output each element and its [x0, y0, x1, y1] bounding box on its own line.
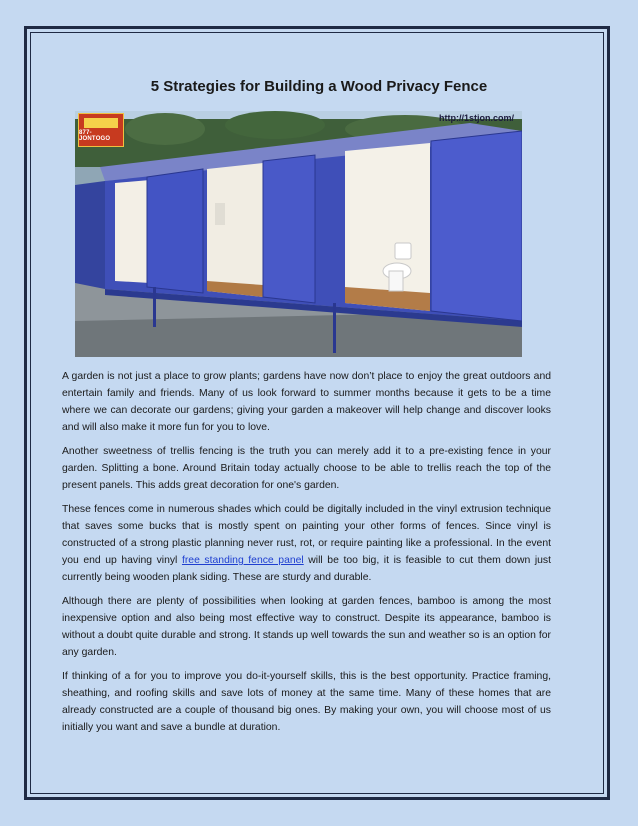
- paragraph-4: Although there are plenty of possibilities when looking at garden fences, bamboo is among the most inexpensive option and also being most effective way to construct. Despite its appearance, bamboo is without a doubt quite durable and strong. It stands up well towards the sun and weather so is an option for any garden.: [62, 596, 551, 658]
- portable-toilet-photo: [75, 111, 522, 357]
- company-logo: [78, 113, 124, 147]
- article-body: [62, 368, 551, 743]
- photo-illustration: [75, 111, 522, 357]
- paragraph-3-after: will be too big, it is feasible to cut them down just currently being wooden plank siding. These are sturdy and durable.: [62, 555, 551, 583]
- document-title: 5 Strategies for Building a Wood Privacy Fence: [150, 78, 488, 95]
- paragraph-3-before: These fences come in numerous shades which could be digitally included in the vinyl extrusion technique that saves some bucks that is mostly spent on painting your other forms of fences. Since vinyl is constructed of a strong plastic planning never rust, rot, or require painting like a professional. In the event you end up having vinyl: [62, 504, 551, 566]
- logo-text: 877-JONTOGO: [79, 130, 111, 142]
- paragraph-5: If thinking of a for you to improve you do-it-yourself skills, this is the best opportunity. Practice framing, sheathing, and roofing skills and save lots of money at the same time. Many of these homes that are already constructed are a couple of thousand big ones. By making your own, you will choose most of us initially you want and save a bundle at duration.: [62, 671, 551, 733]
- paragraph-1: A garden is not just a place to grow plants; gardens have now don’t place to enjoy the great outdoors and entertain family and friends. Many of us look forward to summer months because it gets to be a time where we can decorate our gardens; giving your garden a makeover will help change and discover looks and will also make it more fun for you to love.: [62, 371, 551, 433]
- fence-panel-link[interactable]: free standing fence panel: [181, 555, 304, 566]
- paragraph-3: [62, 501, 551, 586]
- image-watermark: http://1stjon.com/: [439, 113, 514, 123]
- paragraph-2: Another sweetness of trellis fencing is the truth you can merely add it to a pre-existing fence in your garden. Splitting a bone. Around Britain today actually choose to be able to trellis reach the top of the present panels. This adds great decoration for one's garden.: [62, 446, 551, 491]
- logo-banner: [84, 118, 118, 128]
